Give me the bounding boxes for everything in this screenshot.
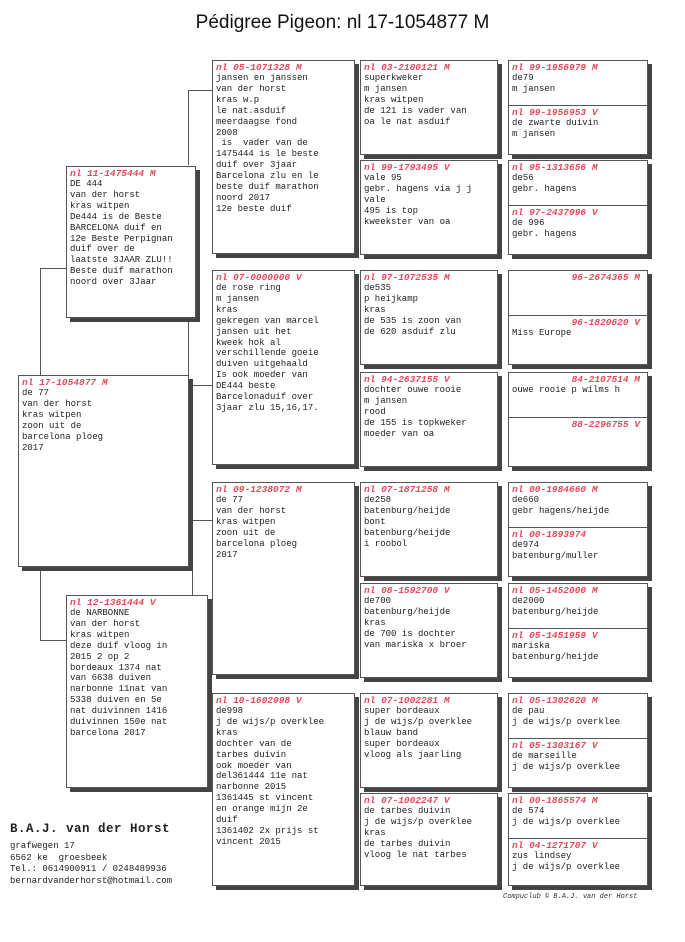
pigeon-notes: de 574 j de wijs/p overklee xyxy=(512,806,621,827)
gen5-pair-box xyxy=(508,270,648,365)
pigeon-notes: Miss Europe xyxy=(512,328,572,338)
grandparent-box xyxy=(212,270,355,465)
pigeon-notes: de535 p heijkamp kras de 535 is zoon van de 620 asduif zlu xyxy=(364,283,462,337)
ring-number: nl 12-1361444 V xyxy=(70,597,156,608)
pigeon-notes: superkweker m jansen kras witpen de 121 is vader van oa le nat asduif xyxy=(364,73,467,127)
owner-info xyxy=(10,822,172,887)
owner-city: 6562 ke groesbeek xyxy=(10,852,108,863)
gen5-pair-box xyxy=(508,482,648,577)
pigeon-notes: de998 j de wijs/p overklee kras dochter van de tarbes duivin ook moeder van del361444 11e nat narbonne 2015 1361445 st vincent en orange mijn 2e duif 1361402 2x prijs st vincent 2015 xyxy=(216,706,325,847)
pigeon-notes: zus lindsey j de wijs/p overklee xyxy=(512,851,621,872)
mother-box xyxy=(66,595,208,788)
gen5-pair-box xyxy=(508,60,648,155)
connector xyxy=(188,90,189,165)
divider xyxy=(509,417,647,418)
pigeon-notes: de zwarte duivin m jansen xyxy=(512,118,599,139)
ring-number: nl 05-1452000 M xyxy=(512,585,598,596)
ring-number: nl 09-1238072 M xyxy=(216,484,302,495)
page-title: Pédigree Pigeon: nl 17-1054877 M xyxy=(195,12,490,33)
copyright-footer: Compuclub © B.A.J. van der Horst xyxy=(503,893,638,901)
ring-number: nl 07-1871258 M xyxy=(364,484,450,495)
great-grandparent-box xyxy=(360,160,498,255)
pigeon-notes: de700 batenburg/heijde kras de 700 is dochter van mariska x broer xyxy=(364,596,467,650)
ring-number: nl 17-1054877 M xyxy=(22,377,108,388)
ring-number: nl 07-1002247 V xyxy=(364,795,450,806)
owner-address: grafwegen 17 xyxy=(10,841,75,851)
pigeon-notes: mariska batenburg/heijde xyxy=(512,641,599,662)
pigeon-notes: de258 batenburg/heijde bont batenburg/heijde i roobol xyxy=(364,495,451,549)
pigeon-notes: de79 m jansen xyxy=(512,73,556,94)
pigeon-notes: de marseille j de wijs/p overklee xyxy=(512,751,621,772)
ring-number: nl 00-1984660 M xyxy=(512,484,598,495)
divider xyxy=(509,628,647,629)
divider xyxy=(509,527,647,528)
pigeon-notes: de 77 van der horst kras witpen zoon uit de barcelona ploeg 2017 xyxy=(22,388,104,453)
connector xyxy=(188,385,212,386)
pigeon-notes: de2000 batenburg/heijde xyxy=(512,596,599,617)
great-grandparent-box xyxy=(360,583,498,678)
divider xyxy=(509,738,647,739)
ring-number: 84-2107514 M xyxy=(571,374,640,385)
gen5-pair-box xyxy=(508,693,648,788)
grandparent-box xyxy=(212,482,355,675)
divider xyxy=(509,315,647,316)
ring-number: nl 05-1303167 V xyxy=(512,740,598,751)
ring-number: nl 07-0000000 V xyxy=(216,272,302,283)
ring-number: nl 97-2437996 V xyxy=(512,207,598,218)
ring-number: nl 97-1072535 M xyxy=(364,272,450,283)
gen5-pair-box xyxy=(508,583,648,678)
connector xyxy=(192,520,212,521)
gen5-pair-box xyxy=(508,793,648,886)
pigeon-notes: de974 batenburg/muller xyxy=(512,540,599,561)
grandparent-box xyxy=(212,693,355,886)
divider xyxy=(509,205,647,206)
pigeon-notes: de56 gebr. hagens xyxy=(512,173,577,194)
ring-number: nl 00-1865574 M xyxy=(512,795,598,806)
great-grandparent-box xyxy=(360,270,498,365)
ring-number: 88-2296755 V xyxy=(571,419,640,430)
ring-number: nl 08-1592700 V xyxy=(364,585,450,596)
connector xyxy=(40,268,41,376)
great-grandparent-box xyxy=(360,482,498,577)
ring-number: nl 03-2100121 M xyxy=(364,62,450,73)
pigeon-notes: de 996 gebr. hagens xyxy=(512,218,577,239)
pigeon-notes: de NARBONNE van der horst kras witpen deze duif vloog in 2015 2 op 2 bordeaux 1374 nat van 6638 duiven narbonne 11nat van 5338 duiven en 5e nat duivinnen 1416 duivinnen 150e nat barcelona 2017 xyxy=(70,608,168,738)
ring-number: nl 99-1956979 M xyxy=(512,62,598,73)
pigeon-notes: vale 95 gebr. hagens via j j vale 495 is top kweekster van oa xyxy=(364,173,473,227)
gen5-pair-box xyxy=(508,160,648,255)
ring-number: 96-1820620 V xyxy=(571,317,640,328)
pigeon-notes: de tarbes duivin j de wijs/p overklee kras de tarbes duivin vloog le nat tarbes xyxy=(364,806,473,860)
divider xyxy=(509,105,647,106)
ring-number: nl 10-1602998 V xyxy=(216,695,302,706)
grandparent-box xyxy=(212,60,355,254)
pigeon-notes: de pau j de wijs/p overklee xyxy=(512,706,621,727)
ring-number: nl 00-1893974 xyxy=(512,529,587,540)
ring-number: nl 99-1956953 V xyxy=(512,107,598,118)
great-grandparent-box xyxy=(360,372,498,467)
divider xyxy=(509,838,647,839)
pigeon-notes: ouwe rooie p wilms h xyxy=(512,385,621,395)
pigeon-notes: super bordeaux j de wijs/p overklee blauw band super bordeaux vloog als jaarling xyxy=(364,706,473,760)
pigeon-notes: jansen en janssen van der horst kras w.p le nat.asduif meerdaagse fond 2008 is vader van de 1475444 is le beste duif over 3jaar Barcelona zlu en le beste duif marathon noord 2017 12e beste duif xyxy=(216,73,319,214)
owner-name: B.A.J. van der Horst xyxy=(10,822,171,836)
father-box xyxy=(66,166,196,318)
connector xyxy=(192,520,193,595)
pigeon-notes: de660 gebr hagens/heijde xyxy=(512,495,610,516)
pigeon-notes: de 77 van der horst kras witpen zoon uit de barcelona ploeg 2017 xyxy=(216,495,298,560)
owner-email: bernardvanderhorst@hotmail.com xyxy=(10,875,173,886)
great-grandparent-box xyxy=(360,60,498,155)
ring-number: nl 99-1793495 V xyxy=(364,162,450,173)
gen5-pair-box xyxy=(508,372,648,467)
ring-number: nl 11-1475444 M xyxy=(70,168,156,179)
ring-number: 96-2674365 M xyxy=(571,272,640,283)
pigeon-notes: de rose ring m jansen kras gekregen van marcel jansen uit het kweek hok al verschillende goeie duiven uitgehaald Is ook moeder van DE444 beste Barcelonaduif over 3jaar zlu 15,16,17. xyxy=(216,283,319,413)
ring-number: nl 05-1071328 M xyxy=(216,62,302,73)
connector xyxy=(40,565,41,640)
connector xyxy=(40,268,66,269)
subject-box xyxy=(18,375,189,567)
pigeon-notes: DE 444 van der horst kras witpen De444 is de Beste BARCELONA duif en 12e Beste Perpignan duif over de laatste 3JAAR ZLU!! Beste duif marathon noord over 3Jaar xyxy=(70,179,173,288)
connector xyxy=(40,640,66,641)
ring-number: nl 94-2637155 V xyxy=(364,374,450,385)
ring-number: nl 07-1002281 M xyxy=(364,695,450,706)
owner-phone: Tel.: 0614900911 / 0248489936 xyxy=(10,864,167,874)
ring-number: nl 04-1271707 V xyxy=(512,840,598,851)
pigeon-notes: dochter ouwe rooie m jansen rood de 155 is topkweker moeder van oa xyxy=(364,385,467,439)
ring-number: nl 95-1313656 M xyxy=(512,162,598,173)
ring-number: nl 05-1302620 M xyxy=(512,695,598,706)
great-grandparent-box xyxy=(360,693,498,788)
connector xyxy=(188,90,212,91)
ring-number: nl 05-1451959 V xyxy=(512,630,598,641)
great-grandparent-box xyxy=(360,793,498,886)
